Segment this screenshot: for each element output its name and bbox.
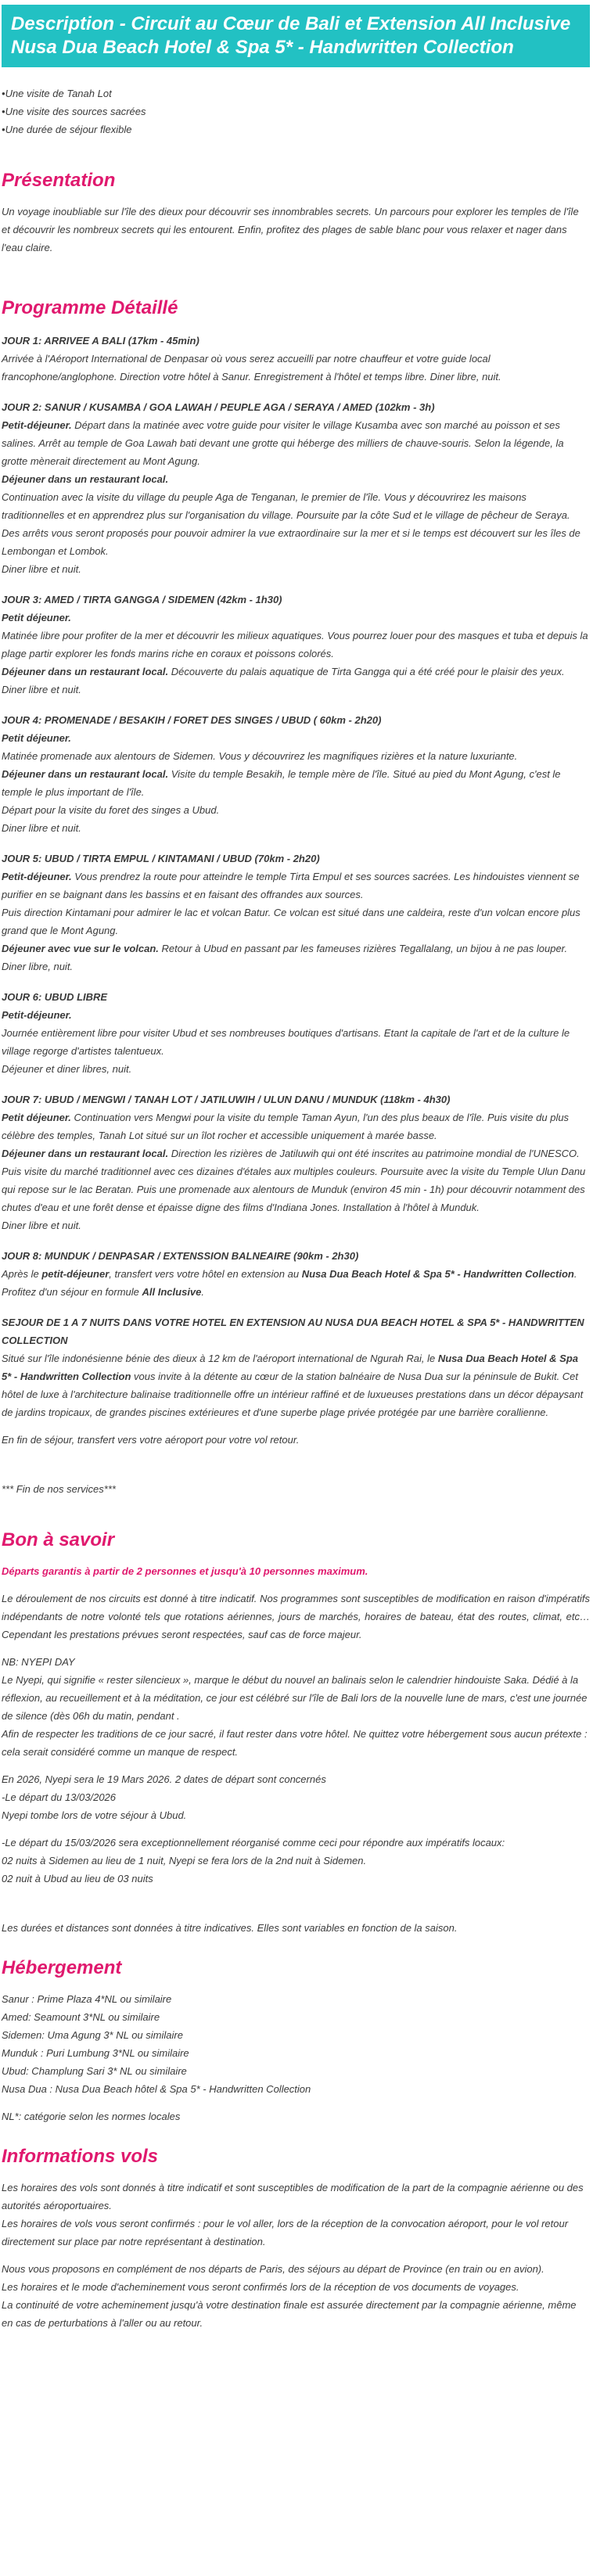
vols-heading: Informations vols (2, 2146, 159, 2167)
day-end: Diner libre, nuit. (2, 961, 74, 972)
hotel-item: Sidemen: Uma Agung 3* NL ou similaire (2, 2029, 183, 2041)
day-3 (2, 591, 590, 699)
hebergement-heading: Hébergement (2, 1957, 122, 1978)
nyepi-date-note: Nyepi tombe lors de votre séjour à Ubud. (2, 1809, 187, 1821)
day-text: . (573, 1268, 577, 1280)
nyepi-text: Afin de respecter les traditions de ce jour sacré, il faut rester dans votre hôtel. Ne quittez votre hébergement sous aucun prétexte : cela serait considéré comme un manque de respect. (2, 1728, 588, 1758)
day-title: JOUR 7: UBUD / MENGWI / TANAH LOT / JATILUWIH / ULUN DANU / MUNDUK (118km - 4h30) (2, 1094, 451, 1105)
day-text: Journée entièrement libre pour visiter Ubud et ses nombreuses boutiques d'artisans. Etant la capitale de l'art et de la culture le village regorge d'artistes talentueux. (2, 1027, 570, 1057)
day-text: Matinée promenade aux alentours de Sidemen. Vous y découvrirez les magnifiques rizières et la nature luxuriante. (2, 750, 518, 762)
departure-warning: Départs garantis à partir de 2 personnes et jusqu'à 10 personnes maximum. (2, 1565, 368, 1577)
nyepi-2026: En 2026, Nyepi sera le 19 Mars 2026. 2 dates de départ sont concernés (2, 1773, 326, 1785)
hotel-item: Sanur : Prime Plaza 4*NL ou similaire (2, 1993, 172, 2005)
day-text: Direction les rizières de Jatiluwih qui ont été inscrites au patrimoine mondial de l'UNESCO. Puis visite du marché traditionnel avec ces dizaines d'étales aux multiples couleurs. Poursuite avec la visite du Temple Ulun Danu qui repose sur le lac Beratan. Puis une promenade aux alentours de Munduk (environ 45 min - 1h) pour découvrir notamment des chutes d'eau et une forêt dense et épaisse digne des films d'Indiana Jones. Installation à l'hôtel à Munduk. (2, 1148, 586, 1213)
day-text: Départ pour la visite du foret des singes a Ubud. (2, 804, 220, 816)
bon-a-savoir-heading: Bon à savoir (2, 1529, 115, 1550)
day-text: Découverte du palais aquatique de Tirta Gangga qui a été créé pour le plaisir des yeux. (168, 666, 565, 677)
day-title: JOUR 4: PROMENADE / BESAKIH / FORET DES SINGES / UBUD ( 60km - 2h20) (2, 714, 382, 726)
day-text: Arrivée à l'Aéroport International de Denpasar où vous serez accueilli par notre chauffeur et votre guide local francophone/anglophone. Direction votre hôtel à Sanur. Enregistrement à l'hôtel et temps libre. Diner libre, nuit. (2, 353, 501, 383)
highlight-item: • Une visite de Tanah Lot (2, 84, 590, 102)
extension-title: SEJOUR DE 1 A 7 NUITS DANS VOTRE HOTEL EN EXTENSION AU NUSA DUA BEACH HOTEL & SPA 5* - HANDWRITTEN COLLECTION (2, 1317, 584, 1346)
day-end: Diner libre et nuit. (2, 684, 81, 695)
end-of-services: *** Fin de nos services*** (2, 1483, 116, 1495)
vols-text: La continuité de votre acheminement jusqu'à votre destination finale est assurée directement par la compagnie aérienne, même en cas de perturbations à l'aller ou au retour. (2, 2299, 577, 2329)
day-7 (2, 1090, 590, 1234)
programme-heading: Programme Détaillé (2, 297, 178, 318)
lunch-label: Déjeuner avec vue sur le volcan. (2, 943, 159, 954)
highlight-item: • Une visite des sources sacrées (2, 102, 590, 120)
day-5 (2, 850, 590, 975)
hotel-item: Amed: Seamount 3*NL ou similaire (2, 2011, 160, 2023)
day-1 (2, 332, 590, 386)
nyepi-date: -Le départ du 13/03/2026 (2, 1791, 117, 1803)
page (0, 5, 593, 2332)
day-6 (2, 988, 590, 1078)
breakfast-label: Petit déjeuner. (2, 732, 71, 744)
day-text: Visite du temple Besakih, le temple mère de l'île. Situé au pied du Mont Agung, c'est le temple le plus important de l'île. (2, 768, 561, 798)
breakfast-label: Petit-déjeuner. (2, 871, 72, 882)
nyepi-date-note: 02 nuits à Sidemen au lieu de 1 nuit, Nyepi se fera lors de la 2nd nuit à Sidemen. (2, 1855, 367, 1866)
day-end: Diner libre et nuit. (2, 822, 81, 834)
day-text: Matinée libre pour profiter de la mer et découvrir les milieux aquatiques. Vous pourrez louer pour des masques et tuba et depuis la plage partir explorer les fonds marins riche en coraux et poissons colorés. (2, 630, 588, 659)
breakfast-label: Petit-déjeuner. (2, 419, 72, 431)
highlight-item: • Une durée de séjour flexible (2, 120, 590, 138)
presentation-text: Un voyage inoubliable sur l'île des dieux pour découvrir ses innombrables secrets. Un parcours pour explorer les temples de l'île et découvrir les nombreux secrets qui les entourent. Enfin, profitez des plages de sable blanc pour vous relaxer et nager dans l'eau claire. (2, 206, 579, 253)
highlights-list (2, 84, 590, 138)
extension-text: vous invite à la détente au cœur de la station balnéaire de Nusa Dua sur la péninsule de Bukit. Cet hôtel de luxe à l'architecture balinaise traditionnelle offre un intérieur raffiné et de luxueuses prestations dans un décor dépaysant de jardins tropicaux, de grandes piscines extérieures et d'une superbe plage privée protégée par une barrière corallienne. (2, 1371, 584, 1418)
breakfast-label: Petit déjeuner. (2, 1112, 71, 1123)
day-title: JOUR 8: MUNDUK / DENPASAR / EXTENSSION BALNEAIRE (90km - 2h30) (2, 1250, 359, 1262)
nyepi-date-note: 02 nuit à Ubud au lieu de 03 nuits (2, 1873, 153, 1884)
day-2 (2, 398, 590, 578)
hotel-category-note: NL*: catégorie selon les normes locales (2, 2111, 181, 2122)
vols-text: Les horaires des vols sont donnés à titre indicatif et sont susceptibles de modification de la part de la compagnie aérienne ou des autorités aéroportuaires. (2, 2182, 584, 2211)
vols-text: Les horaires de vols vous seront confirmés : pour le vol aller, lors de la réception de la convocation aéroport, pour le vol retour directement sur place par notre représentant à destination. (2, 2218, 569, 2247)
day-title: JOUR 6: UBUD LIBRE (2, 991, 108, 1003)
lunch-label: Déjeuner dans un restaurant local. (2, 666, 169, 677)
nyepi-title: NB: NYEPI DAY (2, 1656, 75, 1668)
day-text: Retour à Ubud en passant par les fameuses rizières Tegallalang, un bijou à ne pas louper. (158, 943, 568, 954)
day-text: Départ dans la matinée avec votre guide pour visiter le village Kusamba avec son marché au poisson et ses salines. Arrêt au temple de Goa Lawah bati devant une grotte qui héberge des milliers de chauve-souris. Selon la légende, la grotte mènerait directement au Mont Agung. (2, 419, 564, 467)
day-text: Après le (2, 1268, 42, 1280)
lunch-label: Déjeuner dans un restaurant local. (2, 768, 169, 780)
vols-text: Les horaires et le mode d'acheminement vous seront confirmés lors de la réception de vos documents de voyages. (2, 2281, 519, 2293)
day-4 (2, 711, 590, 837)
presentation-heading: Présentation (2, 170, 116, 191)
day-text: . (201, 1286, 205, 1298)
hotel-name: Nusa Dua Beach Hotel & Spa 5* - Handwritten Collection (301, 1268, 574, 1280)
nyepi-text: Le Nyepi, qui signifie « rester silencieux », marque le début du nouvel an balinais selon le calendrier hindouiste Saka. Dédié à la réflexion, au recueillement et à la méditation, ce jour est célébré sur l'île de Bali lors de la nouvelle lune de mars, c'est une journée de silence (dès 06h du matin, pendant . (2, 1674, 588, 1722)
page-title: Description - Circuit au Cœur de Bali et Extension All Inclusive Nusa Dua Beach Hotel & Spa 5* - Handwritten Collection (2, 5, 590, 67)
hotel-item: Munduk : Puri Lumbung 3*NL ou similaire (2, 2047, 189, 2059)
hotel-name: Nusa Dua Beach Hotel & Spa 5* - Handwritten Collection (2, 1353, 578, 1382)
day-text: Continuation vers Mengwi pour la visite du temple Taman Ayun, l'un des plus beaux de l'île. Puis visite du plus célèbre des temples, Tanah Lot situé sur un îlot rocher et accessible uniquement à marée basse. (2, 1112, 570, 1141)
nyepi-date: -Le départ du 15/03/2026 sera exceptionnellement réorganisé comme ceci pour répondre aux impératifs locaux: (2, 1837, 505, 1848)
day-title: JOUR 3: AMED / TIRTA GANGGA / SIDEMEN (42km - 1h30) (2, 594, 282, 605)
day-text: Continuation avec la visite du village du peuple Aga de Tenganan, le premier de l'île. Vous y découvrirez les maisons traditionnelles et en apprendrez plus sur l'organisation du village. Poursuite par la côte Sud et le village de pêcheur de Seraya. Des arrêts vous seront proposés pour pouvoir admirer la vue extraordinaire sur la mer et si le temps est découvert sur les îles de Lembongan et Lombok. (2, 491, 580, 557)
breakfast-label: Petit déjeuner. (2, 612, 71, 623)
formula-label: All Inclusive (142, 1286, 202, 1298)
day-text: Vous prendrez la route pour atteindre le temple Tirta Empul et ses sources sacrées. Les hindouistes viennent se purifier en se baignant dans les bassins et en faisant des offrandes aux sources. (2, 871, 580, 900)
extension-block (2, 1313, 590, 1449)
lunch-label: Déjeuner dans un restaurant local. (2, 473, 169, 485)
day-title: JOUR 2: SANUR / KUSAMBA / GOA LAWAH / PEUPLE AGA / SERAYA / AMED (102km - 3h) (2, 401, 435, 413)
hotel-item: Ubud: Champlung Sari 3* NL ou similaire (2, 2065, 187, 2077)
day-title: JOUR 1: ARRIVEE A BALI (17km - 45min) (2, 335, 199, 347)
extension-end: En fin de séjour, transfert vers votre aéroport pour votre vol retour. (2, 1434, 300, 1446)
breakfast-label: petit-déjeuner (41, 1268, 110, 1280)
day-end: Diner libre et nuit. (2, 563, 81, 575)
day-end: Diner libre et nuit. (2, 1220, 81, 1231)
day-text: Puis direction Kintamani pour admirer le lac et volcan Batur. Ce volcan est situé dans une caldeira, reste d'un volcan encore plus grand que le Mont Agung. (2, 907, 580, 936)
lunch-label: Déjeuner dans un restaurant local. (2, 1148, 169, 1159)
day-text: , transfert vers votre hôtel en extension au (109, 1268, 302, 1280)
breakfast-label: Petit-déjeuner. (2, 1009, 72, 1021)
extension-text: Situé sur l'île indonésienne bénie des dieux à 12 km de l'aéroport international de Ngurah Rai, le (2, 1353, 438, 1364)
info-text: Le déroulement de nos circuits est donné à titre indicatif. Nos programmes sont susceptibles de modification en raison d'impératifs indépendants de notre volonté tels que rotations aériennes, jours de marchés, horaires de bateau, état des routes, climat, etc… Cependant les prestations prévues seront respectées, sauf cas de force majeur. (2, 1593, 590, 1640)
hotel-item: Nusa Dua : Nusa Dua Beach hôtel & Spa 5* - Handwritten Collection (2, 2083, 311, 2095)
vols-text: Nous vous proposons en complément de nos départs de Paris, des séjours au départ de Province (en train ou en avion). (2, 2263, 544, 2275)
day-title: JOUR 5: UBUD / TIRTA EMPUL / KINTAMANI / UBUD (70km - 2h20) (2, 853, 320, 864)
day-text: Profitez d'un séjour en formule (2, 1286, 142, 1298)
day-8 (2, 1247, 590, 1301)
durations-note: Les durées et distances sont données à titre indicatives. Elles sont variables en fonction de la saison. (2, 1922, 458, 1934)
day-end: Déjeuner et diner libres, nuit. (2, 1063, 132, 1075)
